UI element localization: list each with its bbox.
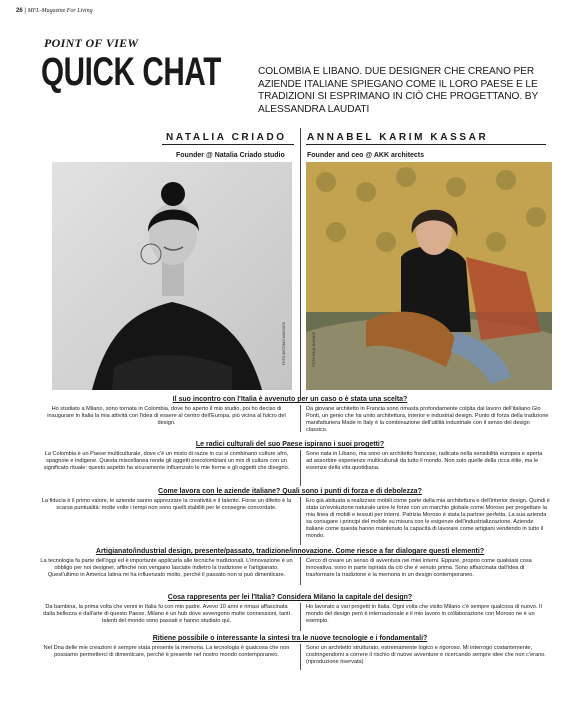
- column-divider: [300, 128, 301, 398]
- question-5: Cosa rappresenta per lei l'Italia? Considera Milano la capitale del design?: [167, 594, 413, 601]
- question-1: Il suo incontro con l'Italia è avvenuto per un caso o è stata una scelta?: [172, 396, 408, 403]
- portrait-illustration-right: [306, 162, 552, 390]
- page-title: QUICK CHAT: [41, 50, 221, 94]
- answer-divider-4: [300, 557, 301, 585]
- answer-5-right: Ho lavorato a vari progetti in Italia. Ogni volta che visito Milano c'è sempre qualcosa di nuovo. Il mondo del design però è internazionale e il mio lavoro in collaborazione con Moroso ne è un esempio.: [306, 604, 542, 624]
- running-header: [16, 8, 93, 14]
- answer-divider-3: [300, 497, 301, 545]
- answer-1-left: Ho studiato a Milano, sono tornata in Colombia, dove ho aperto il mio studio, poi ho deciso di inaugurare in Italia la mia attività con l'idea di essere al centro dell'Europa, più vicina al fulcro del design.: [47, 406, 286, 426]
- answer-divider-2: [300, 450, 301, 486]
- answer-2-left: La Colombia è un Paese multiculturale, dove c'è un misto di razze in cui si combinano culture afro, spagnole e indigene. Questa miscellanea rende gli oggetti precolombiani un mix di culture con un significato rituale: questo aspetto ha sicuramente influenzato le mie forme e gli oggetti che disegno.: [43, 451, 290, 471]
- header-separator: |: [24, 8, 28, 14]
- answer-divider-5: [300, 603, 301, 631]
- question-2: Le radici culturali del suo Paese ispirano i suoi progetti?: [195, 441, 385, 448]
- question-4: Artigianato/industrial design, presente/passato, tradizione/innovazione. Come riesce a far dialogare questi elementi?: [95, 548, 485, 555]
- question-6: Ritiene possibile o interessante la sintesi tra le nuove tecnologie e i fondamentali?: [152, 635, 428, 642]
- intro-text: COLOMBIA E LIBANO. DUE DESIGNER CHE CREANO PER AZIENDE ITALIANE SPIEGANO COME IL LORO PAESE E LE TRADIZIONI SI ESPRIMANO IN CIÒ CHE PROGETTANO. BY ALESSANDRA LAUDATI: [258, 66, 539, 115]
- answer-5-left: Da bambina, la prima volta che venni in Italia fu con mio padre. Avevo 10 anni e rimasi affascinata dalla bellezza e dall'arte di questo Paese. Milano è un hub dove avvengono molte connessioni, tanti talenti del mondo sono passati e hanno studiato qui.: [43, 604, 290, 624]
- designer-role-left: Founder @ Natalia Criado studio: [176, 152, 285, 159]
- question-3: Come lavora con le aziende italiane? Quali sono i punti di forza e di debolezza?: [158, 488, 422, 495]
- answer-divider-1: [300, 405, 301, 432]
- answer-3-right: Ero già abituata a realizzare mobili come parte della mia architettura e dell'interior design. Quindi è stata un'evoluzione naturale unire le forze con un marchio globale come Moroso per progettare la mia linea di mobili e tessuti per interni. Patrizia Moroso è stata la partner perfetta. La sua azienda sa coniugare i principi del mobile su misura con le esigenze dell'industrializzazione. Aziende italiane come questa hanno mantenuto la capacità di lavorare come artigiani vendendo in tutto il mondo.: [306, 498, 550, 539]
- kicker: POINT OF VIEW: [44, 36, 139, 50]
- answer-2-right: Sono nata in Libano, ma sono un architetto francese, radicata nella sensibilità europea e aperta ad assorbire esperienze multiculturali da tutto il mondo. Non solo quelle della ricca élite, ma le essenze della vita quotidiana.: [306, 451, 543, 471]
- designer-name-left: NATALIA CRIADO: [166, 132, 287, 143]
- photo-credit-left: FOTO ANTONIO MASSIOS: [282, 322, 286, 366]
- name-rule-right: [306, 144, 546, 145]
- designer-role-right: Founder and ceo @ AKK architects: [307, 152, 425, 159]
- answer-4-left: La tecnologia fa parte dell'oggi ed è importante applicarla alle tecniche tradizionali. L'innovazione è un obbligo per noi designer, affinché non vengano lasciate indietro la tradizione e l'artigianato. Quest'ultimo in America latina mi ha influenzato molto, perché il passato non si può dimenticare.: [40, 558, 293, 578]
- publication-name: MFL-Magazine For Living: [27, 8, 93, 14]
- portrait-photo-annabel: [306, 162, 552, 390]
- answer-1-right: Da giovane architetto in Francia sono rimasta profondamente colpita dal lavoro dell'italiano Gio Ponti, un genio che ha unito architettura, interior e industrial design. Punto di forza della tradizione manifatturiera Made in Italy è la combinazione dell'utilità industriale con il senso del design classico.: [306, 406, 549, 433]
- answer-6-left: Nel Dna delle mie creazioni è sempre stata presente la memoria. La tecnologia è qualcosa che non possiamo permetterci di dimenticare, perché è presente nel nostro mondo contemporaneo.: [43, 645, 290, 658]
- answer-divider-6: [300, 644, 301, 670]
- name-rule-left: [162, 144, 294, 145]
- answer-3-left: La fiducia è il primo valore, le aziende sanno apprezzare la creatività e il talento. Forse un difetto è la scarsa puntualità: molte volte i tempi non sono quelli stabiliti per le consegne concordate.: [41, 498, 292, 511]
- page-number: 26: [16, 8, 23, 14]
- answer-6-right: Sono un architetto strutturato, estremamente logico e rigoroso. Mi interrogo costantemente, costringendomi a correre il rischio di nuove avventure e ricercando sempre idee che non c'erano. (riproduzione riservata): [306, 645, 546, 665]
- portrait-illustration-left: [52, 162, 292, 390]
- designer-name-right: ANNABEL KARIM KASSAR: [307, 132, 489, 143]
- answer-4-right: Cerco di creare un senso di avventura nei miei interni. Eppure, proprio come qualsiasi cosa innovativa, sono in parte ispirata da ciò che è venuto prima. Sono affascinata dall'idea di trasformare la tradizione e la memoria in un design contemporaneo.: [306, 558, 532, 578]
- photo-credit-right: FOTO PAUL BARAKE: [312, 332, 316, 367]
- portrait-photo-natalia: [52, 162, 292, 390]
